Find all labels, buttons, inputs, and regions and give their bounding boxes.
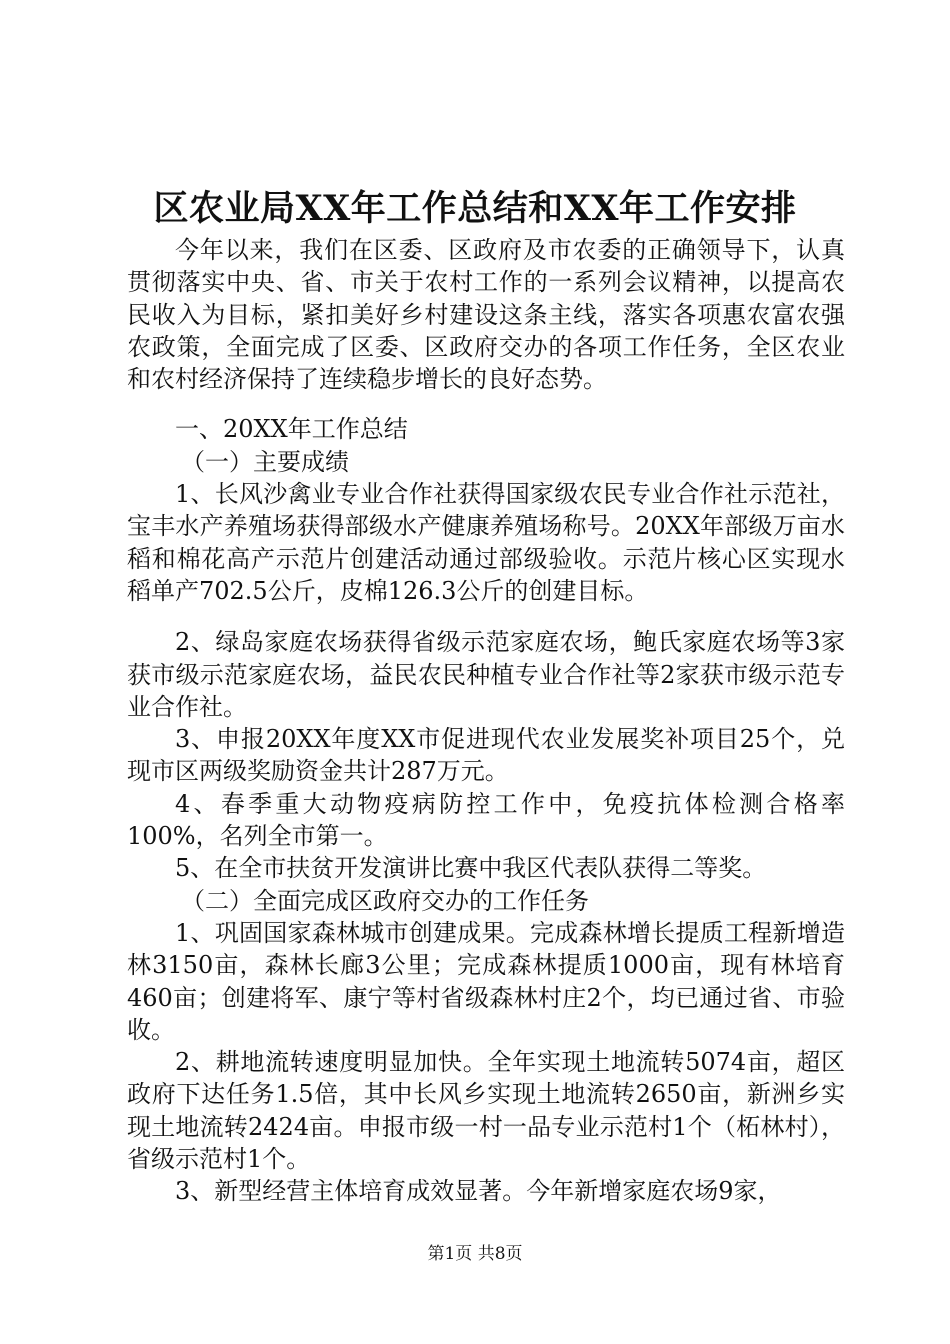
subsection-heading-tasks: （二）全面完成区政府交办的工作任务 xyxy=(181,886,589,915)
page-footer: 第1页 共8页 xyxy=(427,1244,523,1264)
achievement-item: 2、绿岛家庭农场获得省级示范家庭农场，鲍氏家庭农场等3家获市级示范家庭农场，益民农民种植专业合作社等2家获市级示范专业合作社。 xyxy=(127,628,845,721)
intro-paragraph: 今年以来，我们在区委、区政府及市农委的正确领导下，认真贯彻落实中央、省、市关于农村工作的一系列会议精神，以提高农民收入为目标，紧扣美好乡村建设这条主线，落实各项惠农富农强农政策，全面完成了区委、区政府交办的各项工作任务，全区农业和农村经济保持了连续稳步增长的良好态势。 xyxy=(127,236,845,394)
achievement-item: 3、申报20XX年度XX市促进现代农业发展奖补项目25个，兑现市区两级奖励资金共计287万元。 xyxy=(127,725,845,786)
task-item: 3、新型经营主体培育成效显著。今年新增家庭农场9家， xyxy=(175,1177,782,1206)
document-body xyxy=(127,234,845,1208)
task-item: 2、耕地流转速度明显加快。全年实现土地流转5074亩，超区政府下达任务1.5倍，其中长风乡实现土地流转2650亩，新洲乡实现土地流转2424亩。申报市级一村一品专业示范村1个（柘林村），省级示范村1个。 xyxy=(127,1048,845,1174)
task-item: 1、巩固国家森林城市创建成果。完成森林增长提质工程新增造林3150亩，森林长廊3公里；完成森林提质1000亩，现有林培育460亩；创建将军、康宁等村省级森林村庄2个，均已通过省、市验收。 xyxy=(127,918,845,1044)
document-title: 区农业局XX年工作总结和XX年工作安排 xyxy=(153,188,797,229)
achievement-item: 4、春季重大动物疫病防控工作中，免疫抗体检测合格率100%，名列全市第一。 xyxy=(127,789,845,851)
subsection-heading-achievements: （一）主要成绩 xyxy=(181,447,349,476)
achievement-item: 1、长风沙禽业专业合作社获得国家级农民专业合作社示范社，宝丰水产养殖场获得部级水产健康养殖场称号。20XX年部级万亩水稻和棉花高产示范片创建活动通过部级验收。示范片核心区实现水稻单产702.5公斤，皮棉126.3公斤的创建目标。 xyxy=(127,480,845,605)
achievement-item: 5、在全市扶贫开发演讲比赛中我区代表队获得二等奖。 xyxy=(175,854,767,883)
section-heading-summary: 一、20XX年工作总结 xyxy=(175,415,408,444)
